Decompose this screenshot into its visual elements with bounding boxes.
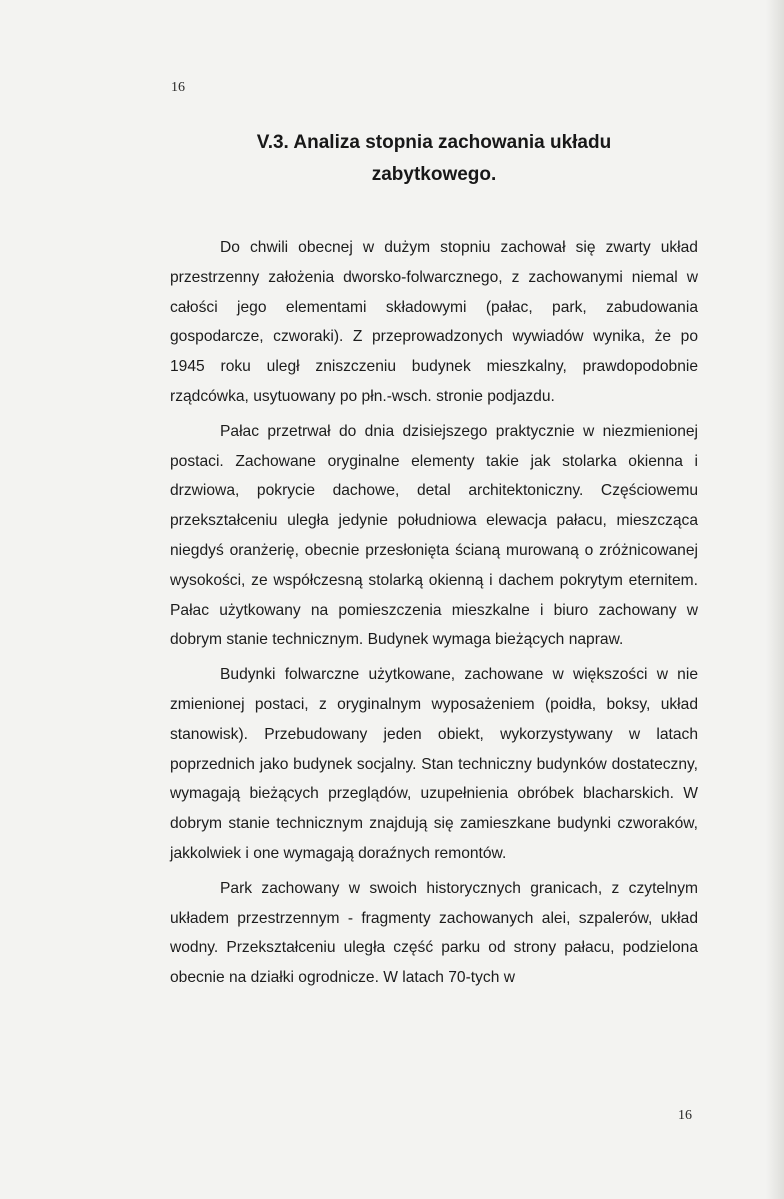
section-heading-line-2: zabytkowego. <box>371 164 497 185</box>
page-number-bottom: 16 <box>678 1108 692 1123</box>
section-heading-line-1: V.3. Analiza stopnia zachowania układu <box>256 132 612 153</box>
page-edge-shadow <box>766 0 784 1199</box>
paragraph-4: Park zachowany w swoich historycznych granicach, z czytelnym układem przestrzennym - fragmenty zachowanych alei, szpalerów, układ wodny. Przekształceniu uległa część parku od strony pałacu, podzielona obecnie na działki ogrodnicze. W latach 70-tych w <box>170 879 698 987</box>
paragraph-3: Budynki folwarczne użytkowane, zachowane w większości w nie zmienionej postaci, z oryginalnym wyposażeniem (poidła, boksy, układ stanowisk). Przebudowany jeden obiekt, wykorzystywany w latach poprzednich jako budynek socjalny. Stan techniczny budynków dostateczny, wymagają bieżących przeglądów, uzupełnienia obróbek blacharskich. W dobrym stanie technicznym znajdują się zamieszkane budynki czworaków, jakkolwiek i one wymagają doraźnych remontów. <box>170 666 698 862</box>
paragraph-2: Pałac przetrwał do dnia dzisiejszego praktycznie w niezmienionej postaci. Zachowane oryginalne elementy takie jak stolarka okienna i drzwiowa, pokrycie dachowe, detal architektoniczny. Częściowemu przekształceniu uległa jedynie południowa elewacja pałacu, mieszcząca niegdyś oranżerię, obecnie przesłonięta ścianą murowaną o zróżnicowanej wysokości, ze współczesną stolarką okienną i dachem pokrytym eternitem. Pałac użytkowany na pomieszczenia mieszkalne i biuro zachowany w dobrym stanie technicznym. Budynek wymaga bieżących napraw. <box>170 422 698 649</box>
paragraph-1: Do chwili obecnej w dużym stopniu zachował się zwarty układ przestrzenny założenia dworsko-folwarcznego, z zachowanymi niemal w całości jego elementami składowymi (pałac, park, zabudowania gospodarcze, czworaki). Z przeprowadzonych wywiadów wynika, że po 1945 roku uległ zniszczeniu budynek mieszkalny, prawdopodobnie rządcówka, usytuowany po płn.-wsch. stronie podjazdu. <box>170 239 698 405</box>
page-number-top: 16 <box>171 80 185 95</box>
body-text <box>170 233 698 998</box>
section-heading <box>170 127 698 191</box>
